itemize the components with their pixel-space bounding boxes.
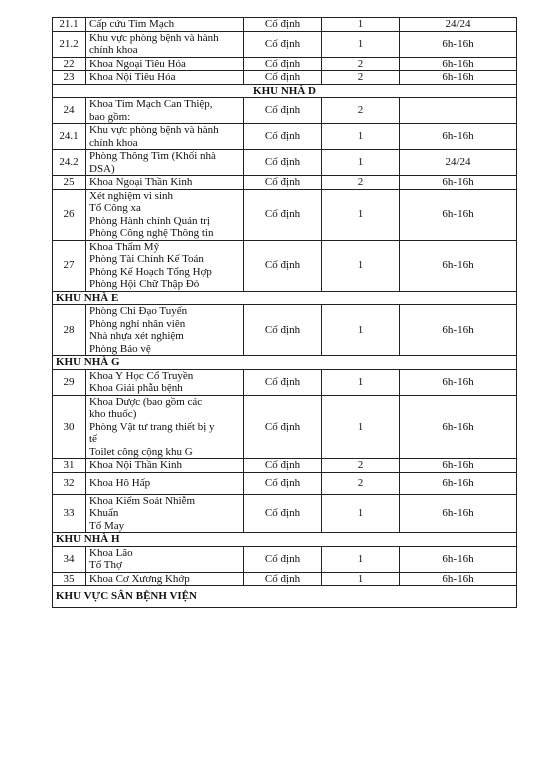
staff-count: 1 (322, 546, 400, 572)
table-row (53, 124, 517, 150)
area-name-line: Phòng Tài Chính Kế Toán (89, 253, 204, 265)
assignment-type: Cố định (244, 57, 322, 71)
working-hours: 6h-16h (400, 494, 517, 533)
staff-count: 1 (322, 305, 400, 356)
area-name-line: Khoa Dược (bao gồm các (89, 395, 203, 408)
staff-count: 1 (322, 150, 400, 176)
area-name-cell (86, 240, 244, 291)
table-row (53, 176, 517, 190)
assignment-type: Cố định (244, 395, 322, 459)
staff-count: 1 (322, 18, 400, 32)
working-hours: 6h-16h (400, 71, 517, 85)
table-row (53, 18, 517, 32)
assignment-type: Cố định (244, 546, 322, 572)
table-row (53, 472, 517, 494)
working-hours: 6h-16h (400, 546, 517, 572)
assignment-type: Cố định (244, 31, 322, 57)
section-header: KHU NHÀ E (53, 291, 517, 305)
staff-count: 2 (322, 98, 400, 124)
assignment-type: Cố định (244, 572, 322, 586)
row-number: 27 (53, 240, 86, 291)
area-name-line: Phòng Hội Chữ Thập Đỏ (89, 278, 200, 290)
row-number: 28 (53, 305, 86, 356)
assignment-type: Cố định (244, 459, 322, 473)
area-name-line: Khoa Nội Tiêu Hóa (89, 71, 176, 83)
area-name-line: bao gồm: (89, 110, 131, 123)
area-name-line: Phòng Vật tư trang thiết bị y (89, 420, 215, 433)
table-row (53, 189, 517, 240)
table-row (53, 150, 517, 176)
staff-count: 2 (322, 176, 400, 190)
working-hours: 6h-16h (400, 189, 517, 240)
working-hours: 6h-16h (400, 124, 517, 150)
area-name-line: Khoa Thẩm Mỹ (89, 240, 160, 253)
working-hours: 24/24 (400, 150, 517, 176)
section-header-row (53, 586, 517, 608)
table-row (53, 98, 517, 124)
staff-count: 1 (322, 124, 400, 150)
row-number: 24.2 (53, 150, 86, 176)
area-name-line: Xét nghiệm vi sinh (89, 189, 174, 202)
area-name-line: Khoa Ngoại Tiêu Hóa (89, 57, 186, 70)
row-number: 24 (53, 98, 86, 124)
row-number: 25 (53, 176, 86, 190)
table-row (53, 572, 517, 586)
assignment-type: Cố định (244, 494, 322, 533)
assignment-type: Cố định (244, 150, 322, 176)
row-number: 24.1 (53, 124, 86, 150)
area-name-line: Khoa Hô Hấp (89, 476, 151, 489)
area-name-line: Phòng Chỉ Đạo Tuyến (89, 305, 188, 317)
area-name-line: Phòng Bảo vệ (89, 342, 151, 355)
area-name-line: Khoa Cơ Xương Khớp (89, 572, 190, 585)
table-row (53, 494, 517, 533)
row-number: 33 (53, 494, 86, 533)
table-row (53, 240, 517, 291)
section-header: KHU NHÀ D (53, 84, 517, 98)
working-hours: 6h-16h (400, 31, 517, 57)
area-name-line: kho thuốc) (89, 408, 137, 420)
working-hours: 24/24 (400, 18, 517, 32)
staff-count: 2 (322, 459, 400, 473)
staff-count: 2 (322, 57, 400, 71)
assignment-type: Cố định (244, 189, 322, 240)
area-name-cell (86, 57, 244, 71)
table-row (53, 395, 517, 459)
area-name-line: Nhà nhựa xét nghiệm (89, 330, 184, 342)
working-hours: 6h-16h (400, 176, 517, 190)
area-name-cell (86, 494, 244, 533)
assignment-type: Cố định (244, 18, 322, 32)
area-name-line: Khoa Ngoại Thần Kinh (89, 176, 193, 188)
staff-count: 2 (322, 472, 400, 494)
section-header-row (53, 533, 517, 547)
section-header: KHU NHÀ H (53, 533, 517, 547)
area-name-line: Khoa Y Học Cổ Truyền (89, 369, 194, 382)
table-row (53, 459, 517, 473)
cleaning-schedule-table (52, 17, 517, 608)
area-name-cell (86, 98, 244, 124)
section-header-row (53, 356, 517, 370)
staff-count: 1 (322, 395, 400, 459)
staff-count: 1 (322, 572, 400, 586)
area-name-line: Phòng Thông Tim (Khối nhà (89, 150, 216, 162)
area-name-cell (86, 189, 244, 240)
area-name-cell (86, 572, 244, 586)
row-number: 35 (53, 572, 86, 586)
area-name-line: Tổ Thợ (89, 559, 122, 571)
area-name-line: Phòng Kế Hoạch Tổng Hợp (89, 265, 212, 278)
row-number: 21.1 (53, 18, 86, 32)
area-name-cell (86, 18, 244, 32)
section-header-row (53, 84, 517, 98)
row-number: 21.2 (53, 31, 86, 57)
staff-count: 1 (322, 369, 400, 395)
area-name-line: Tổ Công xa (89, 202, 141, 214)
row-number: 31 (53, 459, 86, 473)
area-name-line: Khoa Nội Thần Kinh (89, 459, 182, 471)
assignment-type: Cố định (244, 305, 322, 356)
row-number: 32 (53, 472, 86, 494)
assignment-type: Cố định (244, 472, 322, 494)
area-name-line: Khu vực phòng bệnh và hành (89, 124, 219, 136)
table-body (53, 18, 517, 608)
row-number: 26 (53, 189, 86, 240)
area-name-cell (86, 369, 244, 395)
row-number: 23 (53, 71, 86, 85)
area-name-line: Khoa Tim Mạch Can Thiệp, (89, 98, 213, 110)
working-hours: 6h-16h (400, 369, 517, 395)
section-header-row (53, 291, 517, 305)
working-hours: 6h-16h (400, 305, 517, 356)
area-name-cell (86, 150, 244, 176)
area-name-line: Tổ May (89, 519, 125, 532)
area-name-line: Phòng nghỉ nhân viên (89, 317, 186, 330)
area-name-cell (86, 124, 244, 150)
staff-count: 2 (322, 71, 400, 85)
area-name-line: Khuẩn (89, 507, 119, 519)
staff-count: 1 (322, 240, 400, 291)
area-name-line: chính khoa (89, 136, 138, 149)
row-number: 29 (53, 369, 86, 395)
area-name-line: Cấp cứu Tim Mạch (89, 18, 175, 30)
area-name-cell (86, 472, 244, 494)
area-name-cell (86, 546, 244, 572)
area-name-cell (86, 305, 244, 356)
staff-count: 1 (322, 494, 400, 533)
working-hours: 6h-16h (400, 395, 517, 459)
working-hours (400, 98, 517, 124)
area-name-cell (86, 395, 244, 459)
table-row (53, 546, 517, 572)
assignment-type: Cố định (244, 71, 322, 85)
row-number: 34 (53, 546, 86, 572)
assignment-type: Cố định (244, 369, 322, 395)
section-header: KHU VỰC SÂN BỆNH VIỆN (53, 586, 517, 608)
area-name-line: Khoa Kiểm Soát Nhiễm (89, 494, 196, 507)
area-name-cell (86, 31, 244, 57)
working-hours: 6h-16h (400, 472, 517, 494)
working-hours: 6h-16h (400, 572, 517, 586)
working-hours: 6h-16h (400, 240, 517, 291)
area-name-line: Phòng Công nghệ Thông tin (89, 227, 214, 239)
row-number: 22 (53, 57, 86, 71)
area-name-line: Khoa Lão (89, 546, 133, 559)
table-row (53, 31, 517, 57)
table-row (53, 369, 517, 395)
area-name-line: tế (89, 433, 97, 445)
area-name-line: Khu vực phòng bệnh và hành (89, 31, 219, 44)
staff-count: 1 (322, 189, 400, 240)
assignment-type: Cố định (244, 176, 322, 190)
area-name-line: Toilet công cộng khu G (89, 445, 193, 458)
row-number: 30 (53, 395, 86, 459)
area-name-cell (86, 71, 244, 85)
working-hours: 6h-16h (400, 57, 517, 71)
area-name-line: Khoa Giải phẫu bệnh (89, 382, 183, 394)
assignment-type: Cố định (244, 98, 322, 124)
area-name-line: Phòng Hành chính Quản trị (89, 214, 210, 227)
table-row (53, 57, 517, 71)
area-name-line: chính khoa (89, 44, 138, 56)
table-row (53, 305, 517, 356)
section-header: KHU NHÀ G (53, 356, 517, 370)
area-name-cell (86, 176, 244, 190)
area-name-cell (86, 459, 244, 473)
staff-count: 1 (322, 31, 400, 57)
working-hours: 6h-16h (400, 459, 517, 473)
area-name-line: DSA) (89, 162, 115, 175)
assignment-type: Cố định (244, 240, 322, 291)
table-row (53, 71, 517, 85)
assignment-type: Cố định (244, 124, 322, 150)
